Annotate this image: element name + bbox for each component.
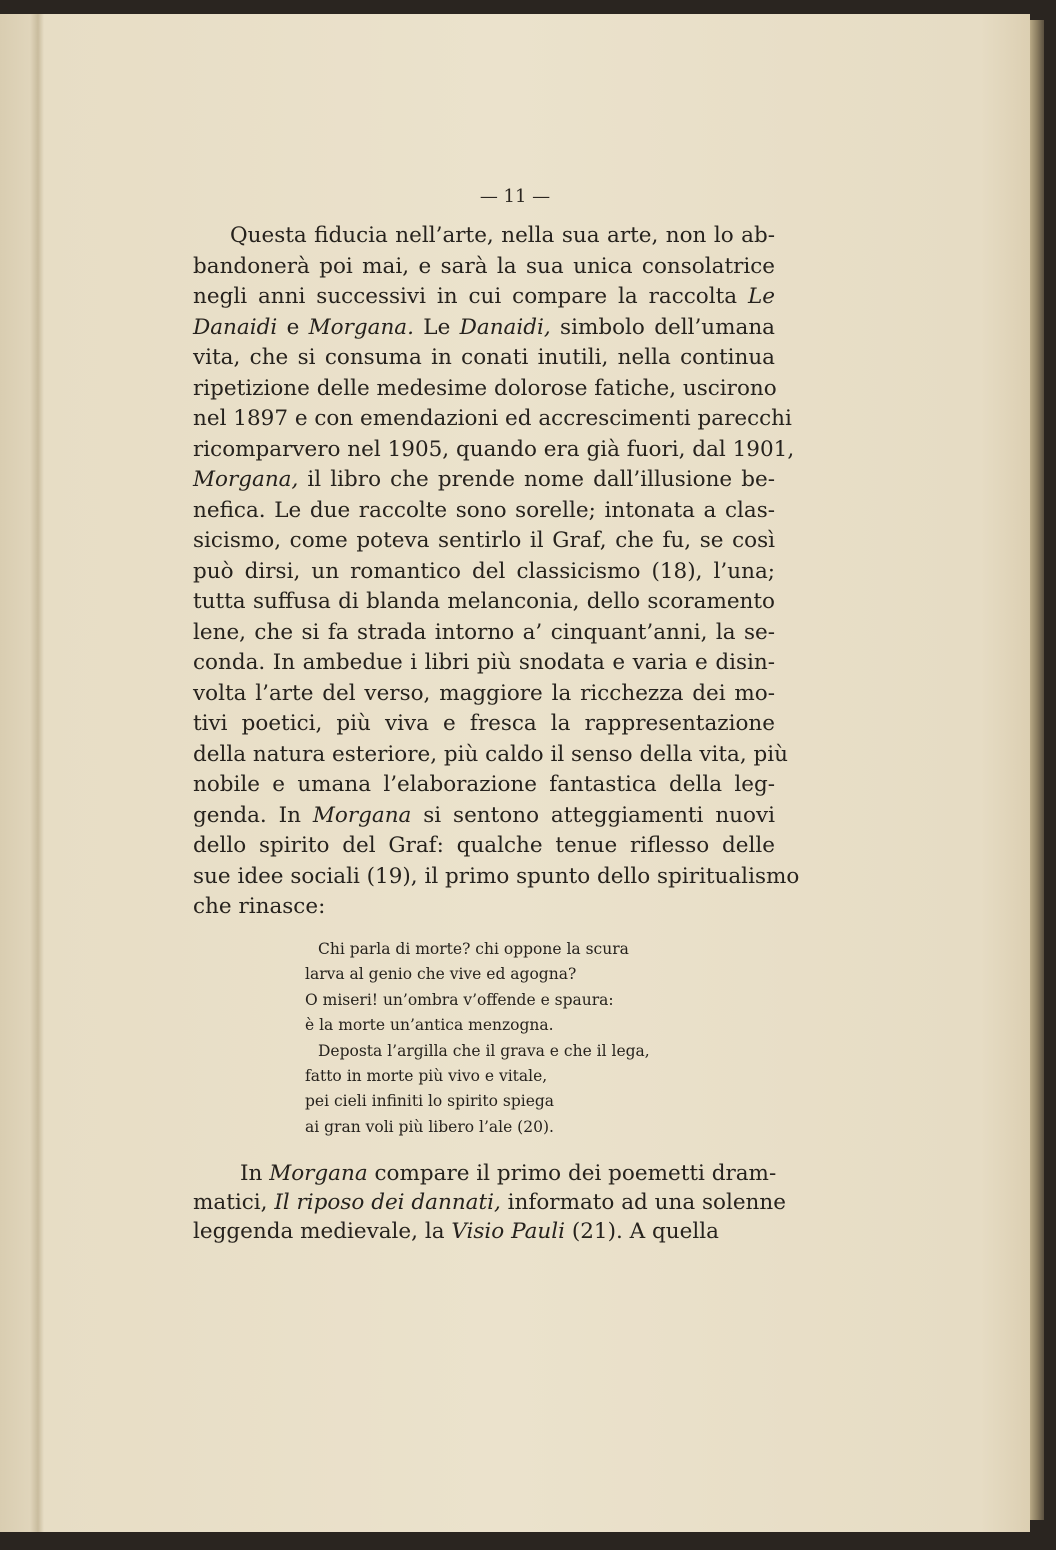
text-run: nel 1897 e con emendazioni ed accrescimenti parecchi: [193, 406, 792, 431]
text-run: genda. In: [193, 802, 313, 828]
paragraph-1-line: [193, 253, 775, 281]
paragraph-2-line: [193, 1218, 775, 1246]
italic-title: Morgana: [312, 802, 412, 828]
paragraph-1-line: [193, 893, 775, 921]
paragraph-2-line: [240, 1160, 775, 1188]
text-run: nefica. Le due raccolte sono sorelle; intonata a clas-: [193, 497, 775, 523]
paragraph-1-line: [193, 710, 775, 738]
poem-line: è la morte un’antica menzogna.: [305, 1016, 554, 1035]
text-run: può dirsi, un romantico del classicismo (18), l’una;: [193, 558, 775, 584]
paragraph-1-line: [193, 680, 775, 708]
text-run: sue idee sociali (19), il primo spunto dello spiritualismo: [193, 863, 800, 889]
text-run: il libro che prende nome dall’illusione be-: [298, 467, 775, 492]
paragraph-1-line: [193, 497, 775, 525]
paragraph-1-line: [193, 405, 792, 433]
text-run: Le: [413, 314, 460, 340]
italic-title: Danaidi,: [459, 314, 551, 340]
text-run: negli anni successivi in cui compare la raccolta: [193, 284, 748, 309]
paragraph-1-line: [230, 222, 775, 250]
italic-title: Morgana: [269, 1161, 368, 1186]
text-run: nobile e umana l’elaborazione fantastica della leg-: [193, 772, 775, 797]
text-run: dello spirito del Graf: qualche tenue riflesso delle: [193, 833, 775, 858]
paragraph-1-line: [193, 619, 775, 647]
italic-title: Le: [747, 284, 775, 309]
paragraph-1-line: [193, 283, 775, 311]
paragraph-1-line: [193, 588, 775, 616]
page-number: — 11 —: [479, 186, 551, 207]
italic-title: Il riposo dei dannati,: [274, 1190, 501, 1215]
paragraph-1-line: [193, 771, 775, 799]
text-run: sicismo, come poteva sentirlo il Graf, che fu, se così: [193, 528, 775, 553]
text-run: In: [240, 1161, 270, 1186]
text-run: tivi poetici, più viva e fresca la rappresentazione: [193, 711, 775, 736]
page-edge: [1030, 20, 1044, 1520]
paragraph-1-line: [193, 741, 788, 769]
paragraph-1-line: [193, 375, 775, 403]
italic-title: Visio Pauli: [451, 1219, 565, 1244]
text-run: ripetizione delle medesime dolorose fatiche, uscirono: [193, 375, 777, 401]
paragraph-1-line: [193, 558, 775, 586]
paragraph-1-line: [193, 314, 775, 342]
text-run: matici,: [193, 1190, 275, 1215]
paragraph-1-line: [193, 649, 775, 677]
text-run: tutta suffusa di blanda melanconia, dello scoramento: [193, 589, 775, 614]
text-run: ricomparvero nel 1905, quando era già fuori, dal 1901,: [193, 436, 795, 462]
paragraph-1-line: [193, 344, 775, 372]
paragraph-1-line: [193, 436, 795, 464]
poem-line: O miseri! un’ombra v’offende e spaura:: [305, 990, 614, 1009]
text-run: e: [277, 314, 309, 340]
paragraph-1-line: [193, 863, 800, 891]
paragraph-2-line: [193, 1189, 786, 1217]
text-run: bandonerà poi mai, e sarà la sua unica consolatrice: [193, 253, 775, 279]
text-run: leggenda medievale, la: [193, 1219, 452, 1244]
paragraph-1-line: [193, 832, 775, 860]
text-run: conda. In ambedue i libri più snodata e varia e disin-: [193, 650, 775, 675]
paragraph-1-line: [193, 466, 775, 494]
text-run: informato ad una solenne: [500, 1190, 786, 1215]
text-run: lene, che si fa strada intorno a’ cinquant’anni, la se-: [193, 619, 775, 645]
paragraph-1-line: [193, 802, 775, 830]
poem-line: ai gran voli più libero l’ale (20).: [305, 1117, 554, 1136]
italic-title: Morgana,: [193, 467, 299, 492]
text-run: compare il primo dei poemetti dram-: [367, 1161, 777, 1186]
text-run: simbolo dell’umana: [550, 314, 775, 340]
italic-title: Morgana.: [308, 314, 414, 340]
italic-title: Danaidi: [193, 314, 278, 340]
book-page: [0, 14, 1030, 1532]
paragraph-1-line: [193, 527, 775, 555]
text-run: (21). A quella: [565, 1219, 719, 1244]
text-run: Questa fiducia nell’arte, nella sua arte, non lo ab-: [230, 223, 775, 248]
poem-line: Deposta l’argilla che il grava e che il lega,: [318, 1041, 650, 1060]
poem-line: fatto in morte più vivo e vitale,: [305, 1067, 548, 1085]
poem-line: Chi parla di morte? chi oppone la scura: [318, 940, 629, 958]
text-run: che rinasce:: [193, 894, 326, 919]
text-run: della natura esteriore, più caldo il senso della vita, più: [193, 741, 788, 767]
text-run: si sentono atteggiamenti nuovi: [411, 802, 775, 828]
text-run: vita, che si consuma in conati inutili, nella continua: [193, 345, 775, 370]
poem-line: pei cieli infiniti lo spirito spiega: [305, 1092, 555, 1111]
poem-line: larva al genio che vive ed agogna?: [305, 965, 577, 984]
text-run: volta l’arte del verso, maggiore la ricchezza dei mo-: [193, 680, 775, 706]
